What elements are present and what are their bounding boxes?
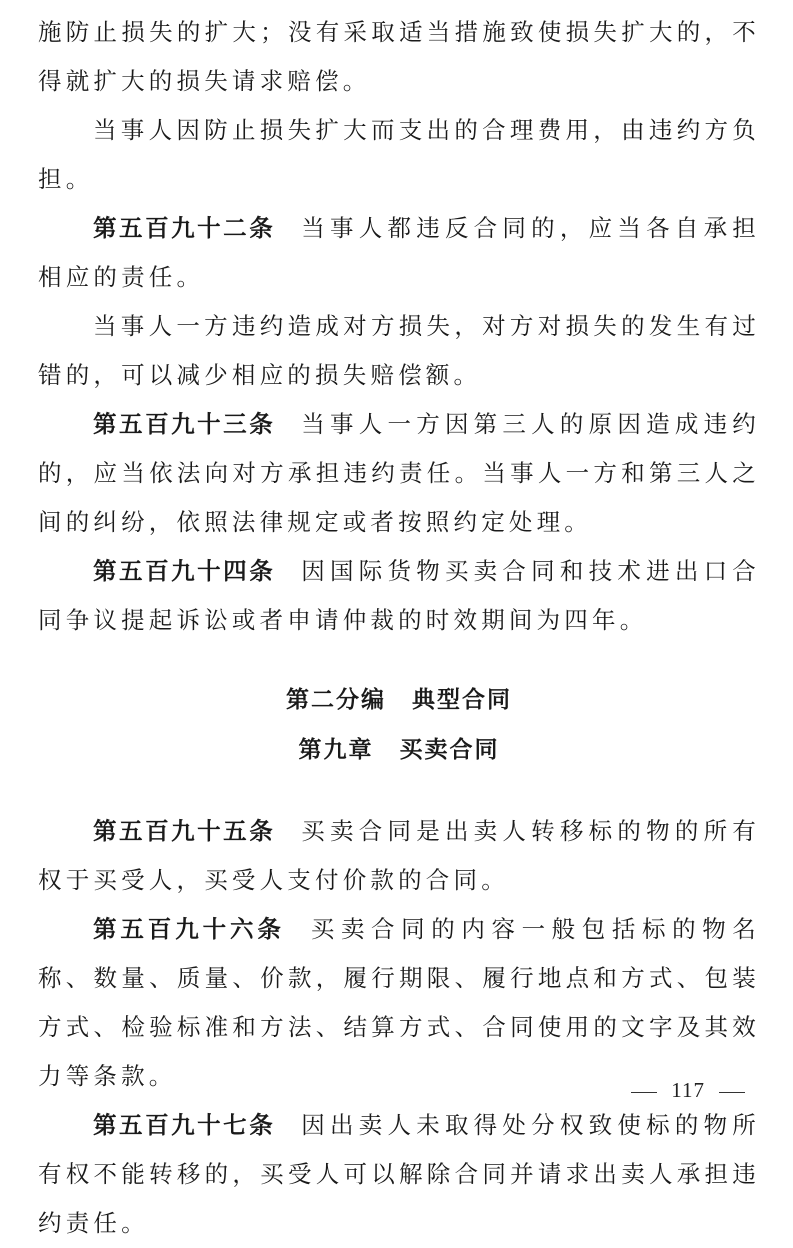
article-text: 因国际货物买卖合同和技术进出口合同争议提起诉讼或者申请仲裁的时效期间为四年。 [38, 557, 761, 634]
article-594 [38, 547, 760, 645]
footer-dash-right [719, 1092, 745, 1093]
article-text: 当事人都违反合同的，应当各自承担相应的责任。 [38, 214, 761, 291]
article-number: 第五百九十三条 [93, 410, 276, 438]
chapter-heading-title: 买卖合同 [399, 737, 500, 763]
article-text: 当事人一方因第三人的原因造成违约的，应当依法向对方承担违约责任。当事人一方和第三人之间的纠纷，依照法律规定或者按照约定处理。 [38, 410, 761, 536]
article-595 [38, 807, 760, 905]
paragraph [38, 106, 760, 204]
paragraph [38, 302, 760, 400]
article-number: 第五百九十五条 [93, 817, 276, 845]
paragraph-group-bottom [38, 807, 760, 1248]
article-number: 第五百九十七条 [93, 1111, 276, 1139]
section-heading-title: 典型合同 [412, 687, 512, 713]
paragraph-continuation [38, 8, 760, 106]
chapter-heading [38, 725, 760, 775]
document-page [38, 8, 760, 1248]
paragraph-text: 当事人一方违约造成对方损失，对方对损失的发生有过错的，可以减少相应的损失赔偿额。 [38, 312, 760, 389]
article-592 [38, 204, 760, 302]
footer-dash-left [631, 1092, 657, 1093]
page-number: 117 [671, 1078, 705, 1102]
paragraph-text: 当事人因防止损失扩大而支出的合理费用，由违约方负担。 [38, 116, 760, 193]
paragraph-text: 施防止损失的扩大；没有采取适当措施致使损失扩大的，不得就扩大的损失请求赔偿。 [38, 18, 760, 95]
article-597 [38, 1101, 760, 1248]
article-number: 第五百九十二条 [93, 214, 276, 242]
article-number: 第五百九十六条 [93, 915, 285, 943]
article-text: 买卖合同的内容一般包括标的物名称、数量、质量、价款，履行期限、履行地点和方式、包装方式、检验标准和方法、结算方式、合同使用的文字及其效力等条款。 [38, 915, 761, 1090]
article-number: 第五百九十四条 [93, 557, 276, 585]
section-headings [38, 675, 760, 775]
paragraph-group-top [38, 8, 760, 645]
article-text: 因出卖人未取得处分权致使标的物所有权不能转移的，买受人可以解除合同并请求出卖人承担违约责任。 [38, 1111, 761, 1237]
article-593 [38, 400, 760, 547]
section-heading [38, 675, 760, 725]
article-596 [38, 905, 760, 1101]
article-text: 买卖合同是出卖人转移标的物的所有权于买受人，买受人支付价款的合同。 [38, 817, 761, 894]
page-footer [617, 1078, 759, 1103]
chapter-heading-part: 第九章 [298, 737, 374, 763]
section-heading-part: 第二分编 [286, 687, 386, 713]
